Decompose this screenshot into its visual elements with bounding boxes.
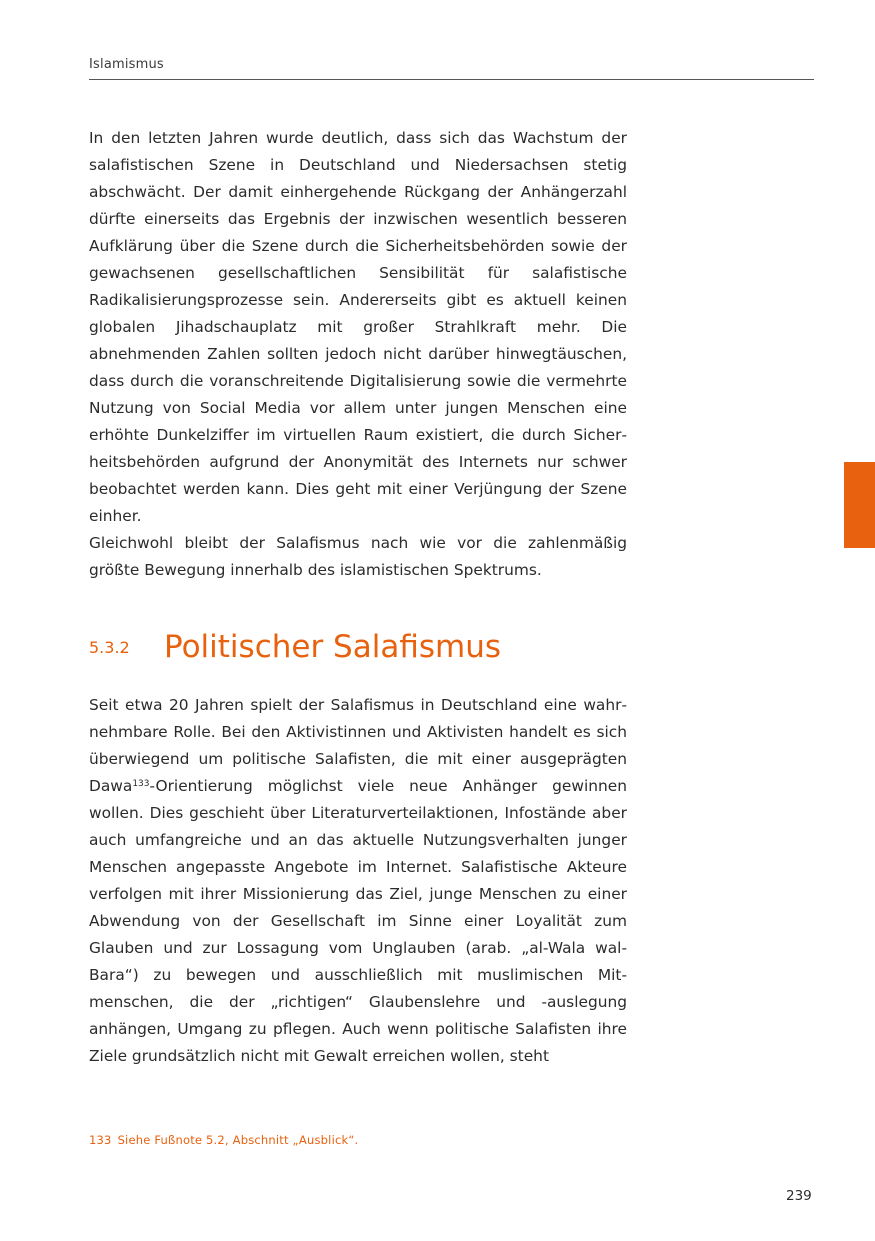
- body-text: -Orientierung möglichst viele neue Anhänger gewinnen wollen. Dies geschieht über Literaturverteilaktionen, Infostände aber auch umfangreiche und an das aktuelle Nutzungsverhalten junger Menschen angepasste Angebote im Internet. Salafistische Akteure verfolgen mit ihrer Missionierung das Ziel, junge Menschen zu einer Abwendung von der Gesellschaft im Sinne einer Loyalität zum Glauben und zur Lossagung vom Unglauben (arab. „al-Wala wal-Bara“) zu bewegen und ausschließlich mit muslimischen Mitmenschen, die der „richtigen“ Glaubenslehre und -auslegung anhängen, Umgang zu pflegen. Auch wenn politische Salafisten ihre Ziele grundsätzlich nicht mit Gewalt erreichen wollen, steht: [89, 777, 627, 1065]
- chapter-side-tab: [844, 462, 875, 548]
- body-text: Seit etwa 20 Jahren spielt der Salafismus in Deutschland eine wahrnehmbare Rolle. Bei den Aktivistinnen und Aktivisten handelt es sich überwiegend um politische Salafisten, die mit einer ausgeprägten Dawa: [89, 696, 627, 795]
- running-header-title: Islamismus: [89, 57, 164, 72]
- header-rule: [89, 79, 814, 80]
- footnote: [89, 1133, 358, 1147]
- page-number: 239: [786, 1188, 812, 1204]
- section-title: Politischer Salafismus: [164, 629, 502, 665]
- intro-text-block: [89, 125, 627, 584]
- footnote-text: Siehe Fußnote 5.2, Abschnitt „Ausblick“.: [117, 1133, 359, 1147]
- section-number: 5.3.2: [89, 637, 130, 657]
- footnote-reference[interactable]: 133: [132, 779, 150, 789]
- section-text-block: [89, 692, 627, 1070]
- body-paragraph: Gleichwohl bleibt der Salafismus nach wie vor die zahlenmäßig größte Bewegung innerhalb des islamistischen Spektrums.: [89, 534, 627, 579]
- section-heading: [89, 622, 501, 672]
- body-paragraph: [89, 692, 627, 1070]
- footnote-number: 133: [89, 1133, 112, 1147]
- body-paragraph: In den letzten Jahren wurde deutlich, dass sich das Wachstum der salafistischen Szene in Deutschland und Niedersachsen stetig abschwächt. Der damit einhergehende Rückgang der Anhängerzahl dürfte einerseits das Ergebnis der inzwischen wesentlich besseren Aufklärung über die Szene durch die Sicherheitsbehörden sowie der gewachsenen gesellschaftlichen Sensibilität für salafistische Radikalisierungsprozesse sein. Andererseits gibt es aktuell keinen globalen Jihadschauplatz mit großer Strahlkraft mehr. Die abnehmenden Zahlen sollten jedoch nicht darüber hinwegtäuschen, dass durch die voranschreitende Digitalisierung sowie die vermehrte Nutzung von Social Media vor allem unter jungen Menschen eine erhöhte Dunkelziffer im virtuellen Raum existiert, die durch Sicherheitsbehörden aufgrund der Anonymität des Internets nur schwer beobachtet werden kann. Dies geht mit einer Verjüngung der Szene einher.: [89, 129, 627, 525]
